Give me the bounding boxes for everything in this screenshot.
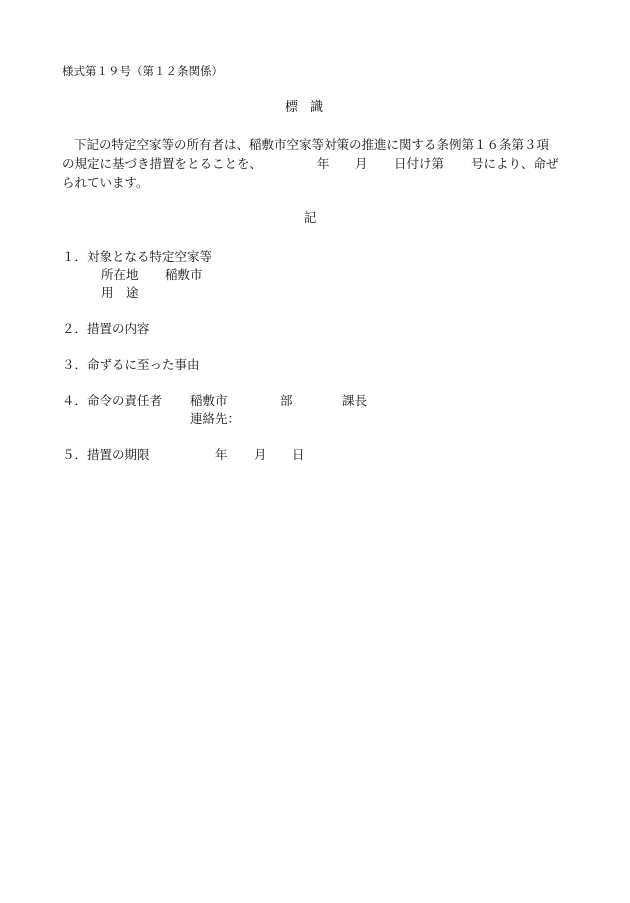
use-label: 用 途 [101,285,139,300]
contact-label: 連絡先： [190,411,241,426]
item-4-label: ４．命令の責任者 [62,393,163,408]
body-line-2-month: 月 [355,156,368,171]
body-line-2-year: 年 [317,156,330,171]
location-label: 所在地 [101,267,139,282]
deadline-year: 年 [215,447,228,462]
responsible-chief: 課長 [342,393,368,408]
location-value: 稲敷市 [165,267,203,282]
item-2-label: ２．措置の内容 [62,321,150,336]
item-1-label: １．対象となる特定空家等 [62,249,213,264]
body-line-2-start: の規定に基づき措置をとることを、 [62,156,263,171]
item-5-label: ５．措置の期限 [62,447,150,462]
form-number: 様式第１９号（第１２条関係） [62,64,223,78]
body-line-2-end: 号により、命ぜ [471,156,559,171]
body-line-1: 下記の特定空家等の所有者は、稲敷市空家等対策の推進に関する条例第１６条第３項 [74,137,550,152]
responsible-city: 稲敷市 [190,393,228,408]
body-line-3: られています。 [62,175,149,190]
body-line-2-dated: 日付け第 [394,156,445,171]
item-3-label: ３．命ずるに至った事由 [62,357,200,372]
responsible-dept: 部 [280,393,293,408]
deadline-day: 日 [292,447,305,462]
document-title: 標識 [284,100,335,115]
deadline-month: 月 [254,447,267,462]
ki-marker: 記 [303,210,317,225]
